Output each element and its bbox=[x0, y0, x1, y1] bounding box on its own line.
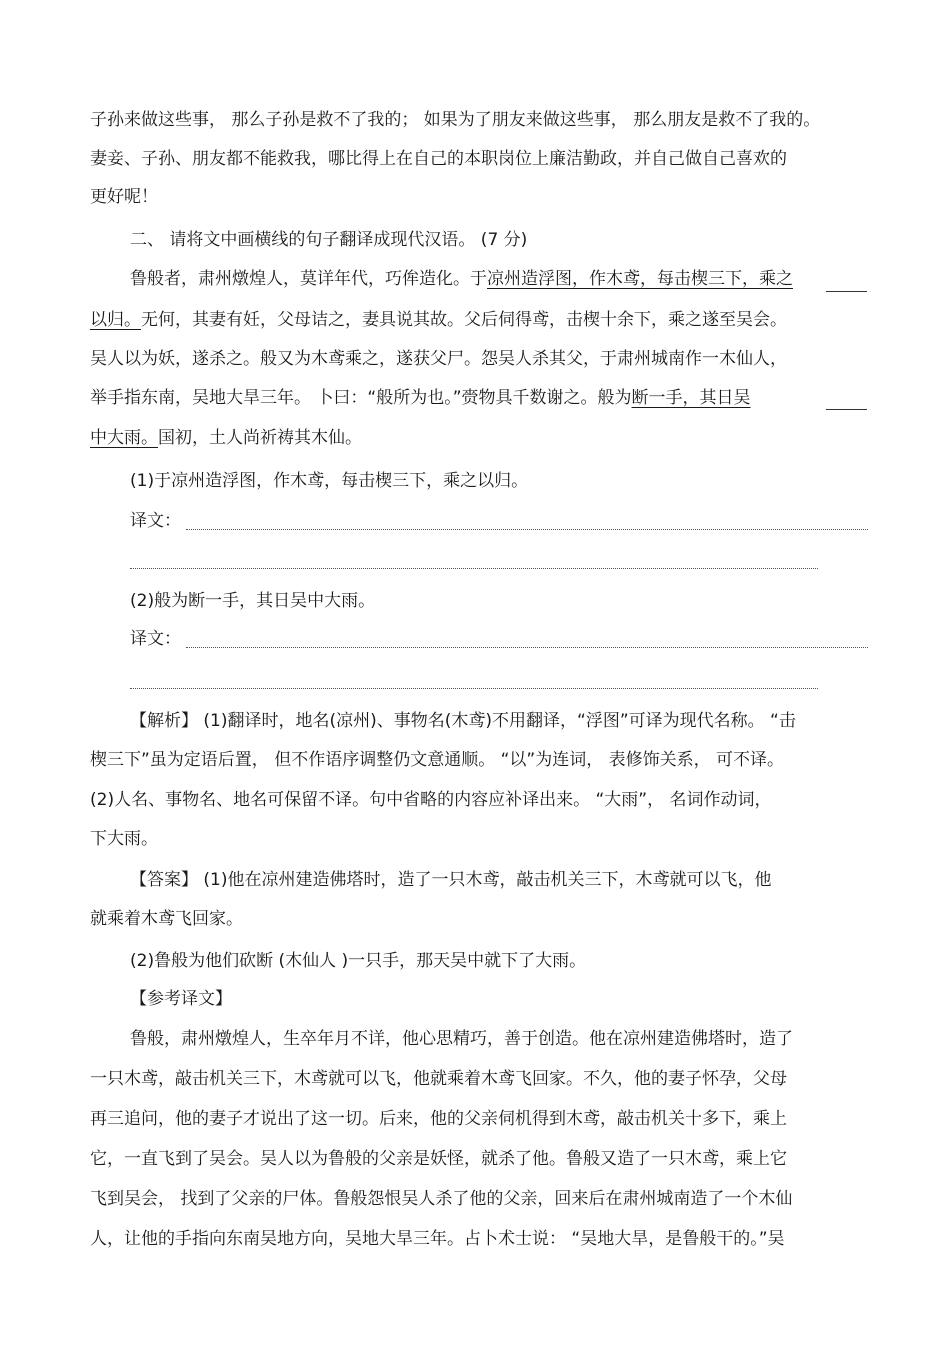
passage-text: 无何，其妻有妊，父母诘之，妻具说其故。父后伺得鸢，击楔十余下，乘之遂至吴会。 bbox=[141, 310, 787, 330]
underlined-sentence-1-end: 以归。 bbox=[90, 310, 141, 330]
underline-extension bbox=[826, 409, 867, 410]
question-1-answer-label: 译文： bbox=[130, 511, 181, 531]
intro-line-1: 子孙来做这些事， 那么子孙是救不了我的； 如果为了朋友来做这些事， 那么朋友是救不了我的。 bbox=[90, 110, 821, 130]
underlined-sentence-2: 断一手，其日吴 bbox=[631, 388, 751, 408]
translation-line-5: 飞到吴会， 找到了父亲的尸体。鲁般怨恨吴人杀了他的父亲，回来后在肃州城南造了一个木仙 bbox=[90, 1189, 793, 1209]
translation-line-3: 再三追问，他的妻子才说出了这一切。后来，他的父亲伺机得到木鸢，敲击机关十多下，乘上 bbox=[90, 1109, 787, 1129]
answer-line-1: 【答案】 (1)他在凉州建造佛塔时，造了一只木鸢，敲击机关三下，木鸢就可以飞，他 bbox=[130, 870, 772, 890]
question-2-answer-label: 译文： bbox=[130, 629, 181, 649]
passage-line-3: 吴人以为妖，遂杀之。般又为木鸢乘之，遂获父尸。怨吴人杀其父，于肃州城南作一木仙人， bbox=[90, 349, 787, 369]
question-2-prompt: (2)般为断一手，其日吴中大雨。 bbox=[130, 591, 376, 611]
analysis-line-1: 【解析】 (1)翻译时，地名(凉州)、事物名(木鸢)不用翻译，“浮图”可译为现代名称。 “击 bbox=[130, 711, 796, 731]
passage-line-2 bbox=[90, 309, 787, 331]
answer-line-2: 就乘着木鸢飞回家。 bbox=[90, 909, 243, 929]
answer-line[interactable] bbox=[130, 568, 818, 569]
translation-line-4: 它，一直飞到了吴会。吴人以为鲁般的父亲是妖怪，就杀了他。鲁般又造了一只木鸢，乘上它 bbox=[90, 1149, 787, 1169]
underlined-sentence-1: 凉州造浮图，作木鸢，每击楔三下，乘之 bbox=[487, 269, 793, 289]
analysis-line-3: (2)人名、事物名、地名可保留不译。句中省略的内容应补译出来。 “大雨”， 名词作动词， bbox=[90, 790, 772, 810]
answer-line[interactable] bbox=[130, 688, 818, 689]
intro-line-2: 妻妾、子孙、朋友都不能救我，哪比得上在自己的本职岗位上廉洁勤政，并自己做自己喜欢的 bbox=[90, 149, 787, 169]
passage-line-5 bbox=[90, 427, 362, 449]
answer-line[interactable] bbox=[186, 647, 868, 648]
passage-line-1 bbox=[130, 268, 793, 290]
passage-text: 举手指东南，吴地大旱三年。 卜曰：“般所为也。”赍物具千数谢之。般为 bbox=[90, 388, 632, 408]
translation-line-6: 人，让他的手指向东南吴地方向，吴地大旱三年。占卜术士说： “吴地大旱，是鲁般干的。”吴 bbox=[90, 1229, 785, 1249]
answer-line-3: (2)鲁般为他们砍断 (木仙人 )一只手，那天吴中就下了大雨。 bbox=[130, 951, 587, 971]
translation-line-2: 一只木鸢，敲击机关三下，木鸢就可以飞，他就乘着木鸢飞回家。不久，他的妻子怀孕，父母 bbox=[90, 1069, 787, 1089]
passage-text: 国初，土人尚祈祷其木仙。 bbox=[158, 428, 362, 448]
question-1-prompt: (1)于凉州造浮图，作木鸢，每击楔三下，乘之以归。 bbox=[130, 471, 529, 491]
passage-line-4 bbox=[90, 387, 751, 409]
underlined-sentence-2-end: 中大雨。 bbox=[90, 428, 158, 448]
translation-heading: 【参考译文】 bbox=[130, 989, 232, 1009]
underline-extension bbox=[826, 291, 867, 292]
passage-text: 鲁般者，肃州燉煌人，莫详年代，巧侔造化。于 bbox=[130, 269, 487, 289]
answer-line[interactable] bbox=[186, 529, 868, 530]
section-heading: 二、 请将文中画横线的句子翻译成现代汉语。 (7 分) bbox=[130, 230, 528, 250]
analysis-line-2: 楔三下”虽为定语后置， 但不作语序调整仍文意通顺。 “以”为连词， 表修饰关系， 可不译。 bbox=[90, 750, 785, 770]
intro-line-3: 更好呢！ bbox=[90, 187, 158, 207]
analysis-line-4: 下大雨。 bbox=[90, 829, 158, 849]
translation-line-1: 鲁般，肃州燉煌人，生卒年月不详，他心思精巧，善于创造。他在凉州建造佛塔时，造了 bbox=[130, 1029, 793, 1049]
